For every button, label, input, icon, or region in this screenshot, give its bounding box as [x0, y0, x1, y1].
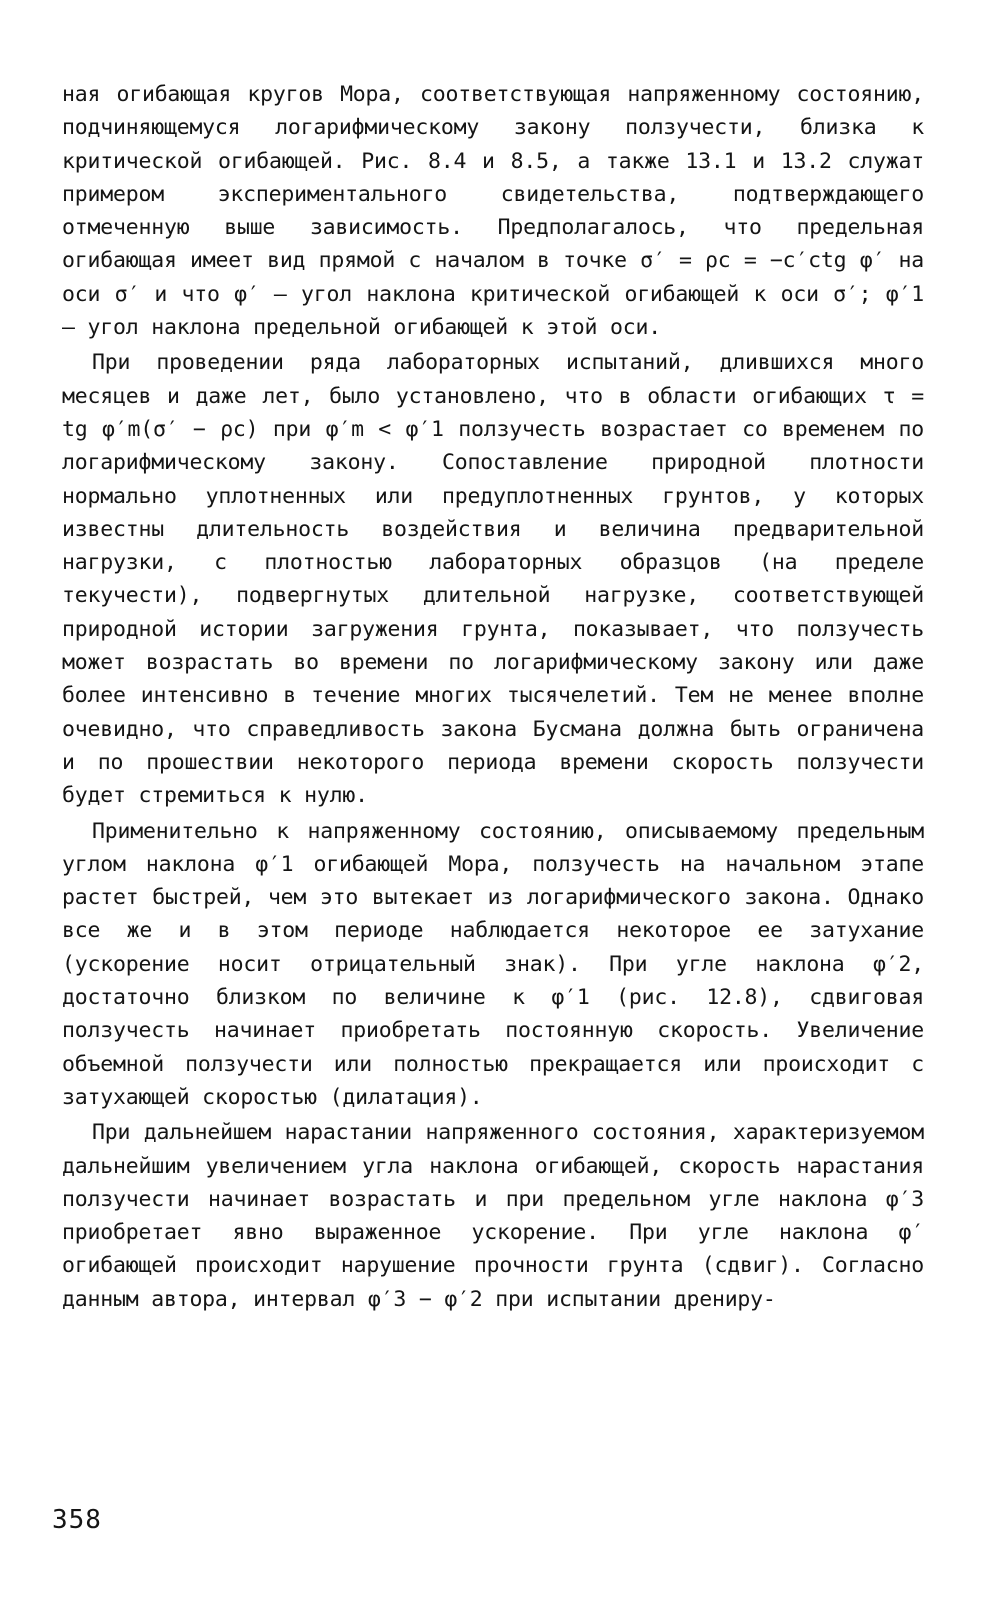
page-number: 358 — [52, 1505, 102, 1535]
paragraph-1: ная огибающая кругов Мора, соответствующая напряженному состоянию, подчиняющемуся логарифмическому закону ползучести, близка к критической огибающей. Рис. 8.4 и 8.5, а также 13.1 и 13.2 служат примером экспериментального свидетельства, подтверждающего отмеченную выше зависимость. Предполагалось, что предельная огибающая имеет вид прямой с началом в точке σ′ = ρc = −c′ctg φ′ на оси σ′ и что φ′ — угол наклона критической огибающей к оси σ′; φ′1 — угол наклона предельной огибающей к этой оси. — [62, 82, 924, 341]
paragraph-3: Применительно к напряженному состоянию, описываемому предельным углом наклона φ′1 огибающей Мора, ползучесть на начальном этапе растет быстрей, чем это вытекает из логарифмического закона. Однако все же и в этом периоде наблюдается некоторое ее затухание (ускорение носит отрицательный знак). При угле наклона φ′2, достаточно близком по величине к φ′1 (рис. 12.8), сдвиговая ползучесть начинает приобретать постоянную скорость. Увеличение объемной ползучести или полностью прекращается или происходит с затухающей скоростью (дилатация). — [62, 818, 924, 1110]
page-body — [62, 78, 924, 1316]
paragraph-4: При дальнейшем нарастании напряженного состояния, характеризуемом дальнейшим увеличением угла наклона огибающей, скорость нарастания ползучести начинает возрастать и при предельном угле наклона φ′3 приобретает явно выраженное ускорение. При угле наклона φ′ огибающей происходит нарушение прочности грунта (сдвиг). Согласно данным автора, интервал φ′3 − φ′2 при испытании дрениру- — [62, 1120, 924, 1312]
paragraph-2: При проведении ряда лабораторных испытаний, длившихся много месяцев и даже лет, было установлено, что в области огибающих τ = tg φ′m(σ′ − ρc) при φ′m < φ′1 ползучесть возрастает со временем по логарифмическому закону. Сопоставление природной плотности нормально уплотненных или предуплотненных грунтов, у которых известны длительность воздействия и величина предварительной нагрузки, с плотностью лабораторных образцов (на пределе текучести), подвергнутых длительной нагрузке, соответствующей природной истории загружения грунта, показывает, что ползучесть может возрастать во времени по логарифмическому закону или даже более интенсивно в течение многих тысячелетий. Тем не менее вполне очевидно, что справедливость закона Бусмана должна быть ограничена и по прошествии некоторого периода времени скорость ползучести будет стремиться к нулю. — [62, 350, 924, 809]
